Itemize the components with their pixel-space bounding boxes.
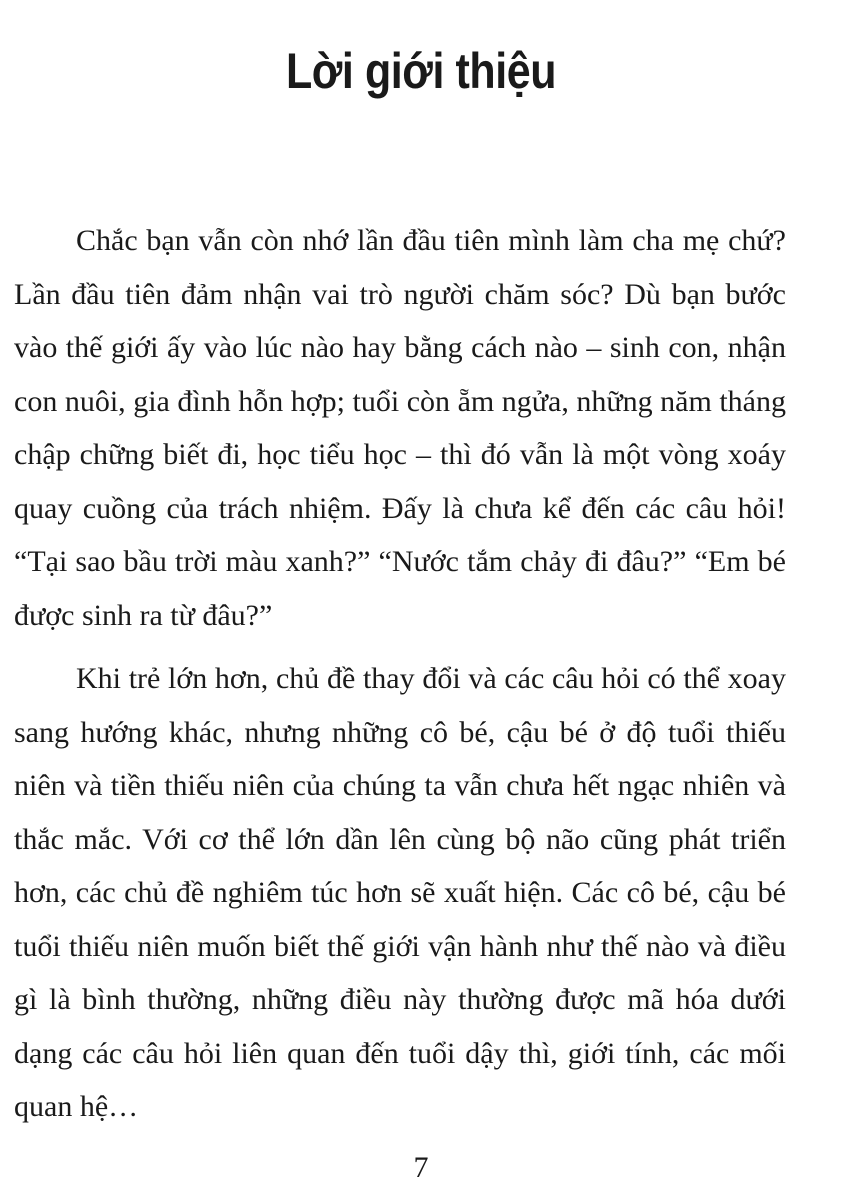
body-text bbox=[14, 214, 786, 1134]
paragraph-1: Chắc bạn vẫn còn nhớ lần đầu tiên mình làm cha mẹ chứ? Lần đầu tiên đảm nhận vai trò người chăm sóc? Dù bạn bước vào thế giới ấy vào lúc nào hay bằng cách nào – sinh con, nhận con nuôi, gia đình hỗn hợp; tuổi còn ẵm ngửa, những năm tháng chập chững biết đi, học tiểu học – thì đó vẫn là một vòng xoáy quay cuồng của trách nhiệm. Đấy là chưa kể đến các câu hỏi! “Tại sao bầu trời màu xanh?” “Nước tắm chảy đi đâu?” “Em bé được sinh ra từ đâu?” bbox=[14, 224, 786, 632]
page-title: Lời giới thiệu bbox=[285, 43, 557, 99]
paragraph-2: Khi trẻ lớn hơn, chủ đề thay đổi và các câu hỏi có thể xoay sang hướng khác, nhưng những cô bé, cậu bé ở độ tuổi thiếu niên và tiền thiếu niên của chúng ta vẫn chưa hết ngạc nhiên và thắc mắc. Với cơ thể lớn dần lên cùng bộ não cũng phát triển hơn, các chủ đề nghiêm túc hơn sẽ xuất hiện. Các cô bé, cậu bé tuổi thiếu niên muốn biết thế giới vận hành như thế nào và điều gì là bình thường, những điều này thường được mã hóa dưới dạng các câu hỏi liên quan đến tuổi dậy thì, giới tính, các mối quan hệ… bbox=[14, 662, 786, 1123]
page-number: 7 bbox=[413, 1151, 429, 1184]
